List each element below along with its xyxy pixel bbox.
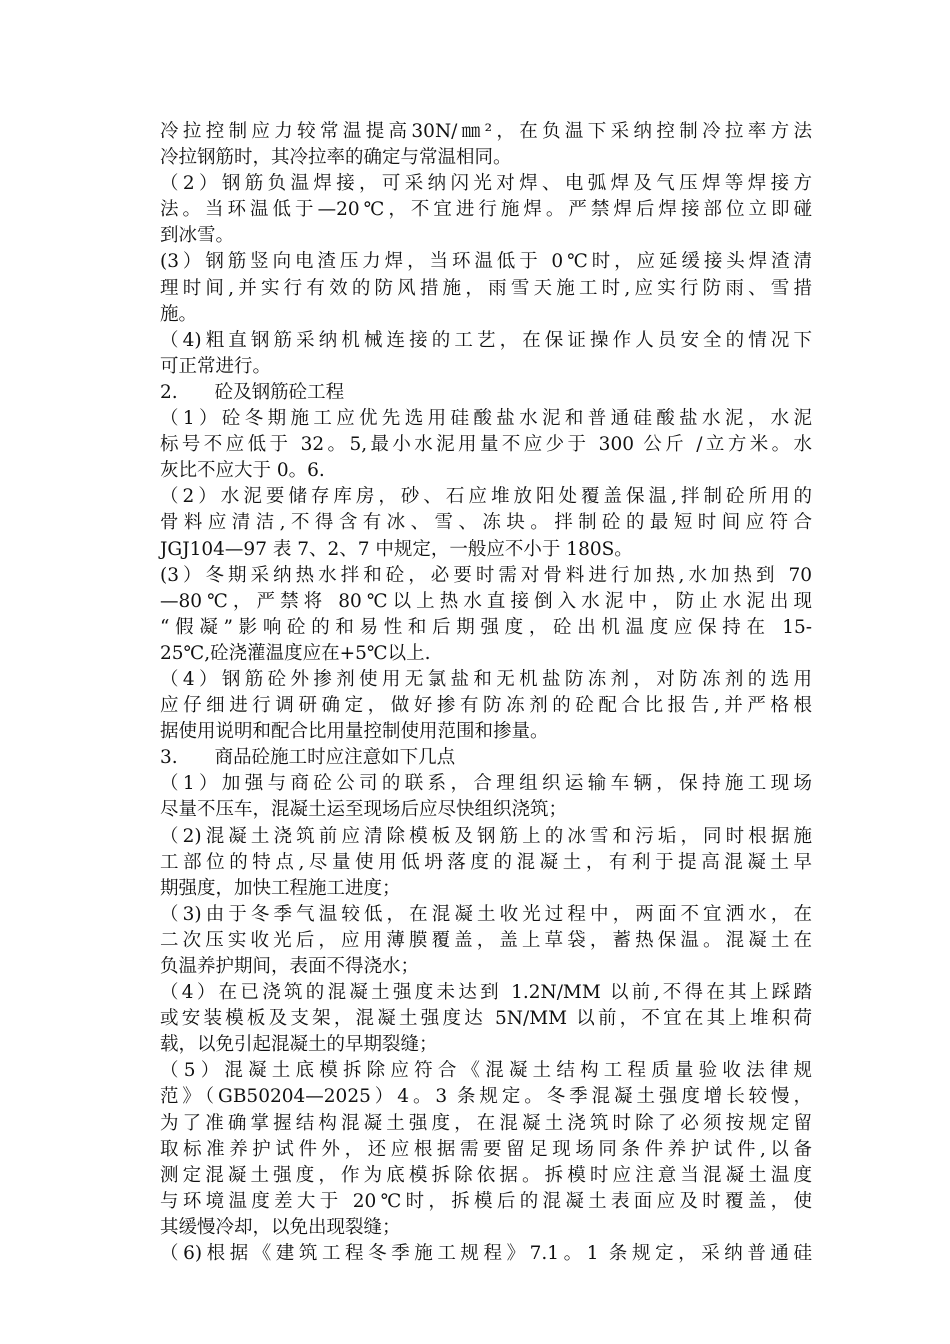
text-line: （2)混凝土浇筑前应清除模板及钢筋上的冰雪和污垢，同时根据施 (160, 825, 812, 847)
text-line: 施。 (160, 303, 198, 325)
text-line: (3）冬期采纳热水拌和砼，必要时需对骨料进行加热,水加热到 70 (160, 564, 812, 586)
document-body (160, 119, 812, 1267)
text-line: （4)粗直钢筋采纳机械连接的工艺，在保证操作人员安全的情况下 (160, 329, 812, 351)
text-line: 可正常进行。 (160, 355, 272, 377)
text-line: （3)由于冬季气温较低，在混凝土收光过程中，两面不宜洒水，在 (160, 903, 812, 925)
text-line: 骨料应清洁,不得含有冰、雪、冻块。拌制砼的最短时间应符合 (160, 512, 812, 534)
text-line: 据使用说明和配合比用量控制使用范围和掺量。 (160, 721, 549, 743)
text-line: 工部位的特点,尽量使用低坍落度的混凝土，有利于提高混凝土早 (160, 851, 812, 873)
text-line: （2）水泥要储存库房，砂、石应堆放阳处覆盖保温,拌制砼所用的 (160, 486, 812, 508)
text-line: 25℃,砼浇灌温度应在+5℃以上. (160, 642, 431, 664)
text-line: 为了准确掌握结构混凝土强度，在混凝土浇筑时除了必须按规定留 (160, 1112, 812, 1134)
text-line: 与环境温度差大于 20℃时，拆模后的混凝土表面应及时覆盖，使 (160, 1190, 812, 1212)
text-line: 二次压实收光后，应用薄膜覆盖，盖上草袋，蓄热保温。混凝土在 (160, 929, 812, 951)
text-line: 理时间,并实行有效的防风措施，雨雪天施工时,应实行防雨、雪措 (160, 277, 812, 299)
text-line: 其缓慢冷却，以免出现裂缝； (160, 1216, 401, 1238)
text-line: （4）在已浇筑的混凝土强度未达到 1.2N/MM 以前,不得在其上踩踏 (160, 982, 812, 1004)
text-line: （6)根据《建筑工程冬季施工规程》7.1。1 条规定，采纳普通硅 (160, 1243, 812, 1265)
text-line: 负温养护期间，表面不得浇水； (160, 956, 420, 977)
section-heading: 2. 砼及钢筋砼工程 (160, 381, 345, 403)
text-line: 或安装模板及支架，混凝土强度达 5N/MM 以前，不宜在其上堆积荷 (160, 1008, 812, 1030)
text-line: 取标准养护试件外，还应根据需要留足现场同条件养护试件,以备 (160, 1138, 812, 1160)
text-line: 期强度，加快工程施工进度； (160, 877, 401, 899)
text-line: （4）钢筋砼外掺剂使用无氯盐和无机盐防冻剂，对防冻剂的选用 (160, 668, 812, 690)
text-line: 冷拉钢筋时，其冷拉率的确定与常温相同。 (160, 147, 512, 169)
text-line: （1）砼冬期施工应优先选用硅酸盐水泥和普通硅酸盐水泥，水泥 (160, 408, 812, 430)
text-line: （1）加强与商砼公司的联系，合理组织运输车辆，保持施工现场 (160, 773, 812, 795)
text-line: 尽量不压车，混凝土运至现场后应尽快组织浇筑； (160, 799, 568, 821)
text-line: 到冰雪。 (160, 225, 235, 247)
text-line: “假凝”影响砼的和易性和后期强度，砼出机温度应保持在 15- (160, 616, 812, 638)
text-line: 标号不应低于 32。5,最小水泥用量不应少于 300 公斤 /立方米。水 (160, 434, 812, 456)
text-line: （2）钢筋负温焊接，可采纳闪光对焊、电弧焊及气压焊等焊接方 (160, 173, 812, 195)
text-line: （5）混凝土底模拆除应符合《混凝土结构工程质量验收法律规 (160, 1060, 812, 1082)
text-line: JGJ104—97 表 7、2、7 中规定，一般应不小于 180S。 (160, 538, 633, 560)
text-line: 冷拉控制应力较常温提高30N/㎜²，在负温下采纳控制冷拉率方法 (160, 121, 812, 142)
text-line: 灰比不应大于 0。6. (160, 460, 325, 482)
text-line: 载，以免引起混凝土的早期裂缝； (160, 1034, 438, 1056)
text-line: (3）钢筋竖向电渣压力焊，当环温低于 0℃时，应延缓接头焊渣清 (160, 251, 812, 273)
text-line: 法。当环温低于—20℃，不宜进行施焊。严禁焊后焊接部位立即碰 (160, 199, 812, 221)
text-line: 应仔细进行调研确定，做好掺有防冻剂的砼配合比报告,并严格根 (160, 695, 812, 717)
text-line: 范》（GB50204—2025）4。3 条规定。冬季混凝土强度增长较慢， (160, 1086, 812, 1108)
section-heading: 3. 商品砼施工时应注意如下几点 (160, 747, 456, 769)
text-line: 测定混凝土强度，作为底模拆除依据。拆模时应注意当混凝土温度 (160, 1164, 812, 1186)
text-line: —80℃，严禁将 80℃以上热水直接倒入水泥中，防止水泥出现 (160, 590, 812, 612)
